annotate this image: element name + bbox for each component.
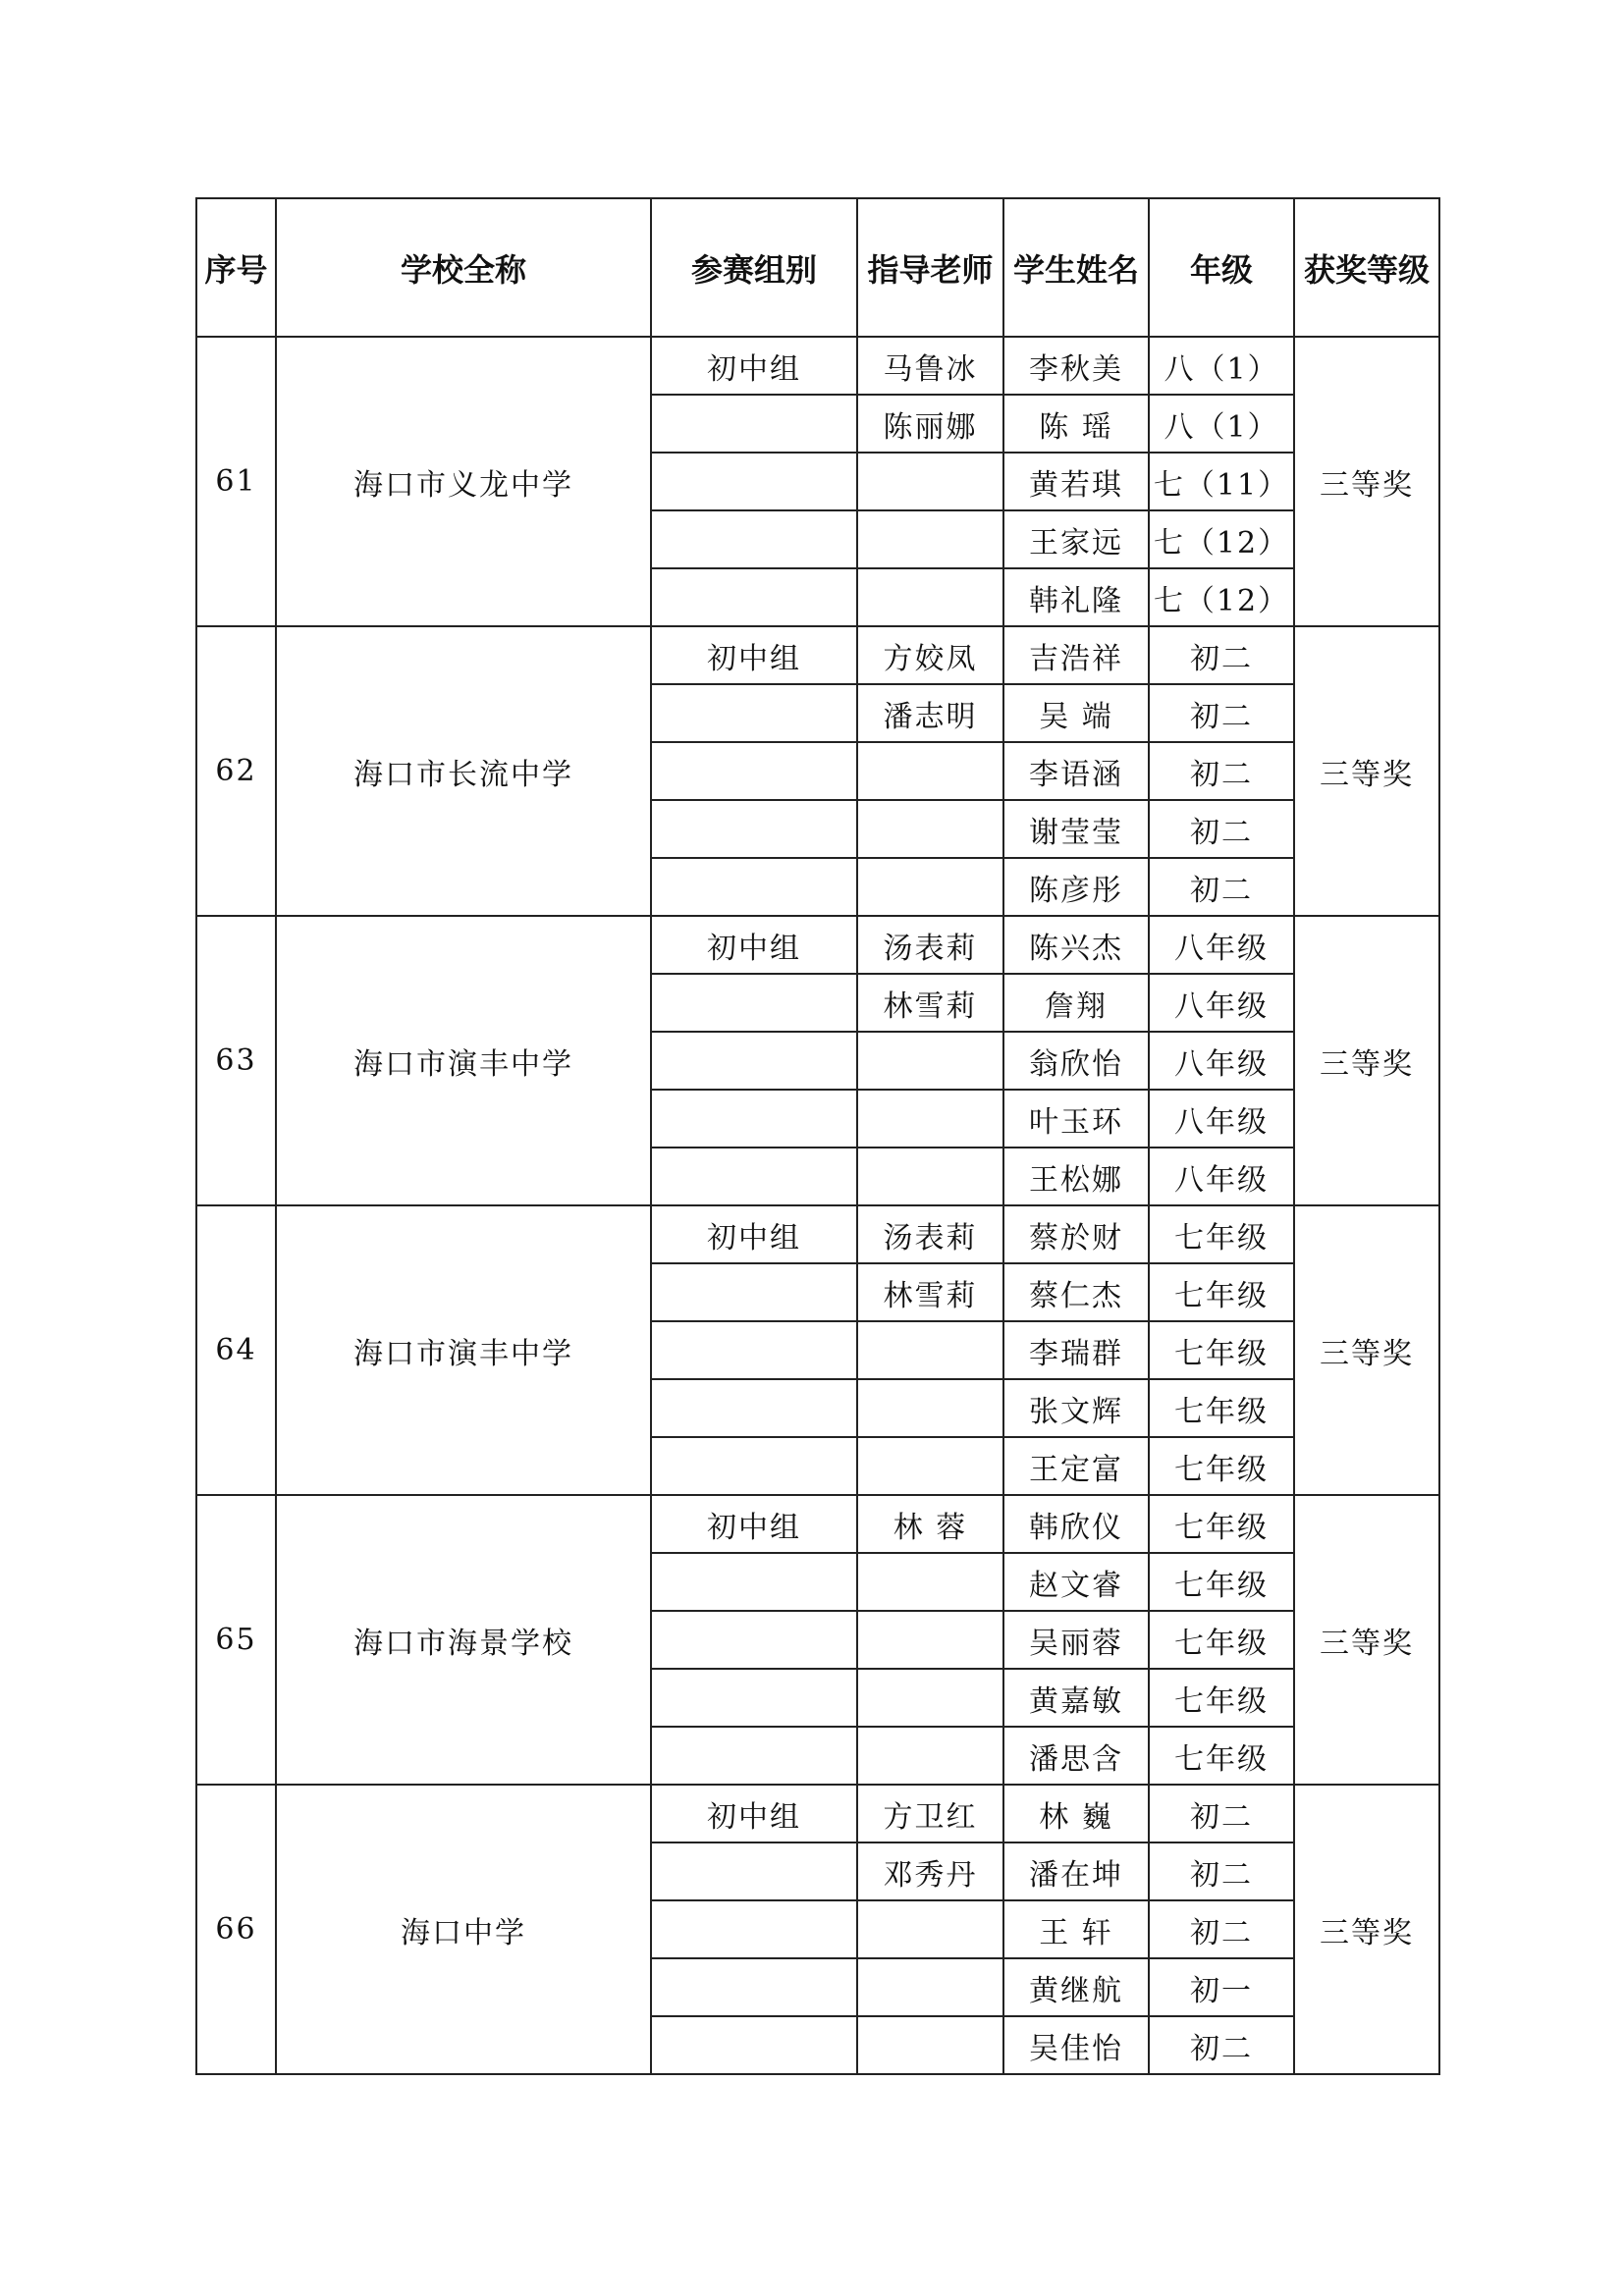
school-name-cell: 海口市演丰中学 — [276, 916, 651, 1205]
header-category: 参赛组别 — [651, 198, 857, 337]
teacher-cell: 林 蓉 — [857, 1495, 1003, 1553]
category-cell — [651, 684, 857, 742]
serial-number-cell: 62 — [196, 626, 276, 916]
grade-cell: 初二 — [1149, 800, 1294, 858]
category-cell — [651, 974, 857, 1032]
grade-cell: 八年级 — [1149, 916, 1294, 974]
student-name-cell: 李语涵 — [1003, 742, 1149, 800]
student-name-cell: 谢莹莹 — [1003, 800, 1149, 858]
table-row — [196, 337, 1439, 395]
teacher-cell — [857, 742, 1003, 800]
student-name-cell: 王 轩 — [1003, 1900, 1149, 1958]
student-name-cell: 潘思含 — [1003, 1727, 1149, 1785]
grade-cell: 初二 — [1149, 684, 1294, 742]
category-cell — [651, 1090, 857, 1148]
header-row — [196, 198, 1439, 337]
award-level-cell: 三等奖 — [1294, 626, 1439, 916]
student-name-cell: 翁欣怡 — [1003, 1032, 1149, 1090]
teacher-cell: 方卫红 — [857, 1785, 1003, 1842]
student-name-cell: 詹翔 — [1003, 974, 1149, 1032]
category-cell — [651, 800, 857, 858]
teacher-cell: 方姣凤 — [857, 626, 1003, 684]
student-name-cell: 黄嘉敏 — [1003, 1669, 1149, 1727]
category-cell — [651, 568, 857, 626]
teacher-cell — [857, 1900, 1003, 1958]
student-name-cell: 陈兴杰 — [1003, 916, 1149, 974]
category-cell: 初中组 — [651, 626, 857, 684]
category-cell: 初中组 — [651, 1785, 857, 1842]
grade-cell: 初二 — [1149, 742, 1294, 800]
student-name-cell: 吴佳怡 — [1003, 2016, 1149, 2074]
student-name-cell: 陈彦彤 — [1003, 858, 1149, 916]
award-level-cell: 三等奖 — [1294, 1205, 1439, 1495]
category-cell — [651, 1727, 857, 1785]
category-cell — [651, 1553, 857, 1611]
teacher-cell: 林雪莉 — [857, 974, 1003, 1032]
grade-cell: 七年级 — [1149, 1495, 1294, 1553]
award-level-cell: 三等奖 — [1294, 1785, 1439, 2074]
student-name-cell: 潘在坤 — [1003, 1842, 1149, 1900]
header-no: 序号 — [196, 198, 276, 337]
student-name-cell: 黄若琪 — [1003, 453, 1149, 510]
school-name-cell: 海口中学 — [276, 1785, 651, 2074]
student-name-cell: 吴丽蓉 — [1003, 1611, 1149, 1669]
category-cell — [651, 1958, 857, 2016]
grade-cell: 八年级 — [1149, 1090, 1294, 1148]
teacher-cell — [857, 1032, 1003, 1090]
teacher-cell: 邓秀丹 — [857, 1842, 1003, 1900]
student-name-cell: 王定富 — [1003, 1437, 1149, 1495]
grade-cell: 八（1） — [1149, 337, 1294, 395]
category-cell — [651, 1379, 857, 1437]
category-cell — [651, 1669, 857, 1727]
award-level-cell: 三等奖 — [1294, 916, 1439, 1205]
student-name-cell: 蔡仁杰 — [1003, 1263, 1149, 1321]
table-header — [196, 198, 1439, 337]
table-row — [196, 1205, 1439, 1263]
serial-number-cell: 63 — [196, 916, 276, 1205]
table-row — [196, 1495, 1439, 1553]
teacher-cell — [857, 1321, 1003, 1379]
teacher-cell — [857, 800, 1003, 858]
category-cell — [651, 395, 857, 453]
student-name-cell: 李瑞群 — [1003, 1321, 1149, 1379]
category-cell — [651, 1032, 857, 1090]
teacher-cell — [857, 1611, 1003, 1669]
teacher-cell — [857, 510, 1003, 568]
student-name-cell: 叶玉环 — [1003, 1090, 1149, 1148]
award-level-cell: 三等奖 — [1294, 1495, 1439, 1785]
table-row — [196, 626, 1439, 684]
grade-cell: 初二 — [1149, 1900, 1294, 1958]
teacher-cell: 潘志明 — [857, 684, 1003, 742]
header-grade: 年级 — [1149, 198, 1294, 337]
grade-cell: 初二 — [1149, 626, 1294, 684]
grade-cell: 七年级 — [1149, 1611, 1294, 1669]
school-name-cell: 海口市长流中学 — [276, 626, 651, 916]
teacher-cell — [857, 568, 1003, 626]
grade-cell: 七年级 — [1149, 1437, 1294, 1495]
table-row — [196, 916, 1439, 974]
grade-cell: 初二 — [1149, 858, 1294, 916]
teacher-cell: 马鲁冰 — [857, 337, 1003, 395]
category-cell — [651, 510, 857, 568]
grade-cell: 七年级 — [1149, 1205, 1294, 1263]
category-cell — [651, 1263, 857, 1321]
header-teacher: 指导老师 — [857, 198, 1003, 337]
teacher-cell — [857, 858, 1003, 916]
header-award: 获奖等级 — [1294, 198, 1439, 337]
student-name-cell: 王家远 — [1003, 510, 1149, 568]
grade-cell: 初二 — [1149, 1842, 1294, 1900]
category-cell — [651, 742, 857, 800]
grade-cell: 七年级 — [1149, 1321, 1294, 1379]
school-name-cell: 海口市义龙中学 — [276, 337, 651, 626]
grade-cell: 初一 — [1149, 1958, 1294, 2016]
student-name-cell: 吉浩祥 — [1003, 626, 1149, 684]
teacher-cell: 陈丽娜 — [857, 395, 1003, 453]
teacher-cell: 林雪莉 — [857, 1263, 1003, 1321]
teacher-cell — [857, 1090, 1003, 1148]
category-cell — [651, 1842, 857, 1900]
category-cell — [651, 858, 857, 916]
header-student: 学生姓名 — [1003, 198, 1149, 337]
header-school: 学校全称 — [276, 198, 651, 337]
category-cell: 初中组 — [651, 337, 857, 395]
student-name-cell: 韩礼隆 — [1003, 568, 1149, 626]
teacher-cell — [857, 1553, 1003, 1611]
student-name-cell: 张文辉 — [1003, 1379, 1149, 1437]
grade-cell: 七（11） — [1149, 453, 1294, 510]
grade-cell: 七年级 — [1149, 1263, 1294, 1321]
category-cell — [651, 453, 857, 510]
teacher-cell — [857, 2016, 1003, 2074]
category-cell: 初中组 — [651, 1495, 857, 1553]
student-name-cell: 蔡於财 — [1003, 1205, 1149, 1263]
teacher-cell — [857, 1148, 1003, 1205]
teacher-cell: 汤表莉 — [857, 916, 1003, 974]
teacher-cell — [857, 1437, 1003, 1495]
grade-cell: 七（12） — [1149, 510, 1294, 568]
teacher-cell — [857, 1379, 1003, 1437]
serial-number-cell: 65 — [196, 1495, 276, 1785]
student-name-cell: 王松娜 — [1003, 1148, 1149, 1205]
student-name-cell: 赵文睿 — [1003, 1553, 1149, 1611]
teacher-cell — [857, 453, 1003, 510]
teacher-cell — [857, 1669, 1003, 1727]
category-cell — [651, 2016, 857, 2074]
serial-number-cell: 64 — [196, 1205, 276, 1495]
grade-cell: 初二 — [1149, 2016, 1294, 2074]
student-name-cell: 李秋美 — [1003, 337, 1149, 395]
grade-cell: 八年级 — [1149, 1148, 1294, 1205]
category-cell — [651, 1437, 857, 1495]
table-body — [196, 337, 1439, 2074]
student-name-cell: 吴 端 — [1003, 684, 1149, 742]
student-name-cell: 林 巍 — [1003, 1785, 1149, 1842]
category-cell — [651, 1321, 857, 1379]
grade-cell: 七年级 — [1149, 1553, 1294, 1611]
category-cell — [651, 1148, 857, 1205]
category-cell — [651, 1900, 857, 1958]
award-table — [195, 197, 1440, 2075]
table-row — [196, 1785, 1439, 1842]
grade-cell: 初二 — [1149, 1785, 1294, 1842]
student-name-cell: 陈 瑶 — [1003, 395, 1149, 453]
grade-cell: 七年级 — [1149, 1669, 1294, 1727]
category-cell — [651, 1611, 857, 1669]
teacher-cell — [857, 1727, 1003, 1785]
serial-number-cell: 66 — [196, 1785, 276, 2074]
grade-cell: 八年级 — [1149, 974, 1294, 1032]
grade-cell: 八（1） — [1149, 395, 1294, 453]
student-name-cell: 黄继航 — [1003, 1958, 1149, 2016]
grade-cell: 七年级 — [1149, 1727, 1294, 1785]
teacher-cell — [857, 1958, 1003, 2016]
school-name-cell: 海口市海景学校 — [276, 1495, 651, 1785]
student-name-cell: 韩欣仪 — [1003, 1495, 1149, 1553]
grade-cell: 七（12） — [1149, 568, 1294, 626]
school-name-cell: 海口市演丰中学 — [276, 1205, 651, 1495]
grade-cell: 七年级 — [1149, 1379, 1294, 1437]
serial-number-cell: 61 — [196, 337, 276, 626]
award-level-cell: 三等奖 — [1294, 337, 1439, 626]
category-cell: 初中组 — [651, 1205, 857, 1263]
teacher-cell: 汤表莉 — [857, 1205, 1003, 1263]
grade-cell: 八年级 — [1149, 1032, 1294, 1090]
category-cell: 初中组 — [651, 916, 857, 974]
